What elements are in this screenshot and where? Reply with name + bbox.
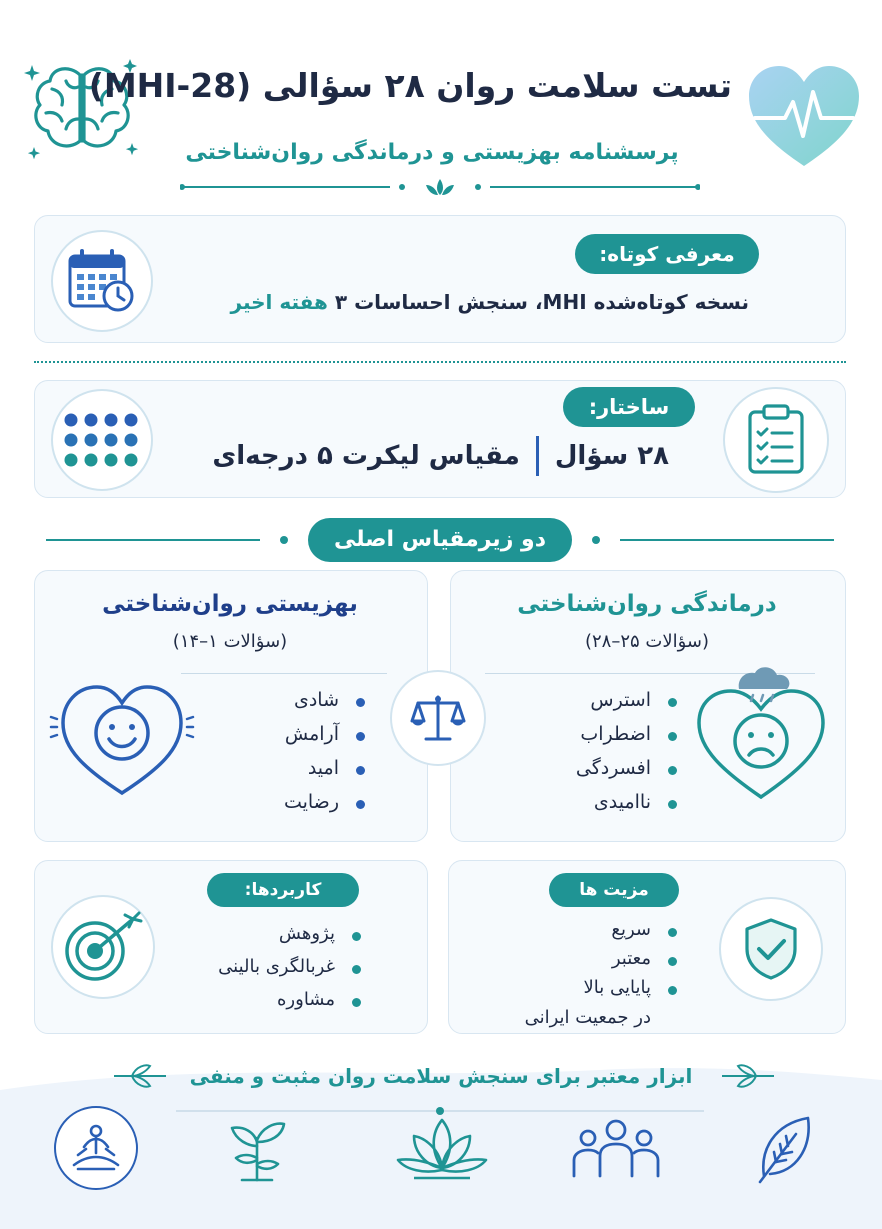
balance-scale-circle bbox=[390, 670, 486, 766]
structure-badge: ساختار: bbox=[563, 387, 695, 427]
distress-range: (سؤالات ۲۵–۲۸) bbox=[584, 631, 710, 652]
applications-list bbox=[218, 923, 361, 1010]
wellbeing-range: (سؤالات ۱–۱۴) bbox=[172, 631, 288, 652]
structure-card bbox=[34, 380, 846, 498]
list-item: رضایت bbox=[284, 791, 365, 813]
page-subtitle: پرسشنامه بهزیستی و درماندگی روان‌شناختی bbox=[185, 140, 679, 165]
list-item: افسردگی bbox=[576, 757, 677, 779]
footer-sprig-right bbox=[720, 1062, 776, 1090]
happy-heart-icon bbox=[47, 673, 197, 799]
applications-card bbox=[34, 860, 428, 1034]
target-arrow-icon bbox=[63, 911, 143, 983]
footer-rule bbox=[176, 1102, 704, 1114]
meditation-icon bbox=[54, 1106, 138, 1190]
list-item: مشاوره bbox=[218, 989, 361, 1010]
intro-badge: معرفی کوتاه: bbox=[575, 234, 759, 274]
advantages-badge: مزیت ها bbox=[549, 873, 679, 907]
wellbeing-list bbox=[284, 689, 365, 825]
wellbeing-rule bbox=[181, 673, 387, 674]
list-item: شادی bbox=[284, 689, 365, 711]
list-item: آرامش bbox=[284, 723, 365, 745]
list-item: معتبر bbox=[584, 948, 677, 969]
leaf-icon bbox=[756, 1114, 814, 1184]
distress-list bbox=[576, 689, 677, 825]
people-icon bbox=[570, 1116, 662, 1182]
subscales-header bbox=[40, 518, 840, 562]
list-item: ناامیدی bbox=[576, 791, 677, 813]
intro-text bbox=[231, 290, 749, 314]
list-item: استرس bbox=[576, 689, 677, 711]
subscales-title: دو زیرمقیاس اصلی bbox=[308, 518, 572, 562]
heartbeat-icon bbox=[745, 62, 863, 170]
structure-row bbox=[212, 433, 669, 479]
wellbeing-card bbox=[34, 570, 428, 842]
clipboard-checklist-icon bbox=[746, 404, 806, 476]
advantages-list bbox=[584, 919, 677, 998]
structure-scale: مقیاس لیکرت ۵ درجه‌ای bbox=[212, 441, 520, 471]
list-item: امید bbox=[284, 757, 365, 779]
structure-divider bbox=[536, 436, 539, 476]
intro-text-highlight: هفته اخیر bbox=[230, 290, 328, 314]
balance-scale-icon bbox=[410, 693, 466, 743]
list-item: پایایی بالا bbox=[584, 977, 677, 998]
dotted-separator bbox=[34, 361, 846, 363]
footer-text: ابزار معتبر برای سنجش سلامت روان مثبت و منفی bbox=[189, 1064, 693, 1088]
clipboard-icon-circle bbox=[723, 387, 829, 493]
list-item: غربالگری بالینی bbox=[218, 956, 361, 977]
shield-icon-circle bbox=[719, 897, 823, 1001]
dot-grid-circle bbox=[51, 389, 153, 491]
shield-check-icon bbox=[743, 917, 799, 981]
header bbox=[0, 0, 882, 200]
sad-heart-cloud-icon bbox=[693, 663, 829, 803]
sprout-icon bbox=[222, 1114, 292, 1184]
calendar-clock-icon bbox=[66, 248, 138, 314]
structure-questions: ۲۸ سؤال bbox=[554, 441, 669, 471]
list-item: سریع bbox=[584, 919, 677, 940]
header-divider bbox=[180, 175, 700, 199]
distress-card bbox=[450, 570, 846, 842]
page-title: تست سلامت روان ۲۸ سؤالی (MHI-28) bbox=[88, 66, 732, 105]
advantages-item-continuation: در جمعیت ایرانی bbox=[524, 1007, 651, 1028]
list-item: اضطراب bbox=[576, 723, 677, 745]
intro-text-main: نسخه کوتاه‌شده MHI، سنجش احساسات ۳ bbox=[327, 290, 749, 314]
footer-sprig-left bbox=[112, 1062, 168, 1090]
calendar-icon-circle bbox=[51, 230, 153, 332]
dot-grid-icon bbox=[61, 412, 143, 468]
lotus-icon bbox=[394, 1116, 490, 1182]
distress-title: درماندگی روان‌شناختی bbox=[517, 591, 777, 617]
list-item: پژوهش bbox=[218, 923, 361, 944]
target-icon-circle bbox=[51, 895, 155, 999]
intro-card bbox=[34, 215, 846, 343]
wellbeing-title: بهزیستی روان‌شناختی bbox=[102, 591, 358, 617]
advantages-card bbox=[448, 860, 846, 1034]
applications-badge: کاربردها: bbox=[207, 873, 359, 907]
